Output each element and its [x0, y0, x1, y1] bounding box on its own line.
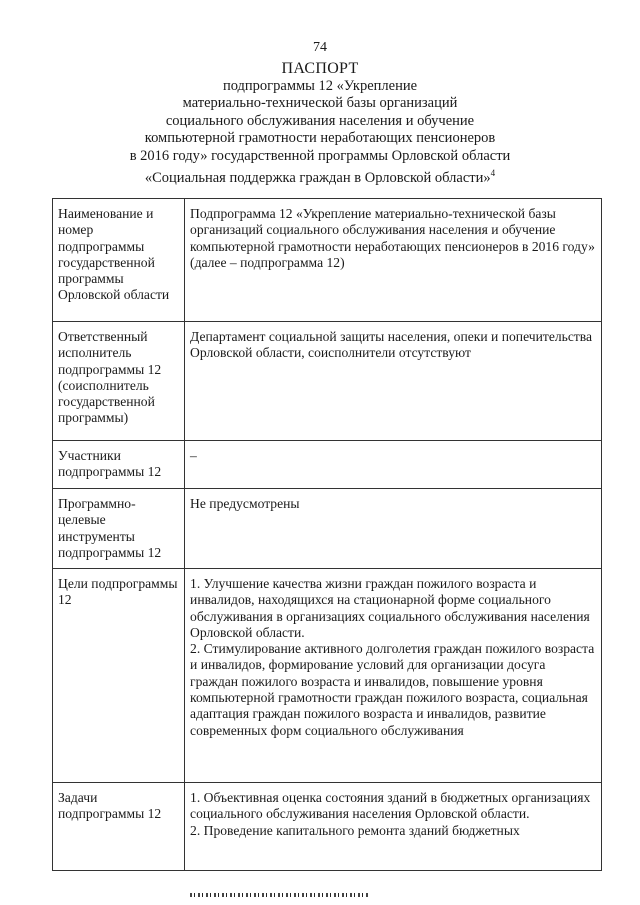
table-row: [53, 569, 602, 783]
value-paragraph: Не предусмотрены: [190, 496, 300, 511]
passport-table: [52, 198, 602, 871]
value-paragraph: 1. Объективная оценка состояния зданий в бюджетных организациях социального обслуживания населения Орловской области.: [190, 790, 591, 822]
table-row: [53, 783, 602, 871]
passport-header: [40, 60, 600, 187]
row-label: Цели подпрограммы 12: [53, 569, 185, 783]
subtitle-line: подпрограммы 12 «Укрепление: [222, 77, 418, 94]
footnote-mark: 4: [490, 168, 496, 178]
table-row: [53, 441, 602, 489]
value-paragraph: –: [190, 448, 197, 463]
row-label: Программно-целевые инструменты подпрограммы 12: [53, 489, 185, 569]
value-paragraph: Департамент социальной защиты населения, опеки и попечительства Орловской области, соисполнители отсутствуют: [190, 329, 593, 361]
table-row: [53, 489, 602, 569]
value-paragraph: Подпрограмма 12 «Укрепление материально-технической базы организаций социального обслуживания населения и обучение компьютерной грамотности неработающих пенсионеров в 2016 году» (далее – подпрограмма 12): [190, 206, 595, 270]
value-paragraph: 1. Улучшение качества жизни граждан пожилого возраста и инвалидов, находящихся на стационарной форме социального обслуживания в организациях социального обслуживания населения Орловской области.: [190, 576, 590, 640]
row-value: [185, 199, 602, 322]
subtitle-line: в 2016 году» государственной программы Орловской области: [129, 147, 511, 164]
document-title: ПАСПОРТ: [281, 60, 359, 77]
page-number: 74: [313, 40, 327, 55]
subtitle-line: компьютерной грамотности неработающих пенсионеров: [144, 130, 496, 146]
row-value: [185, 783, 602, 871]
row-value: [185, 569, 602, 783]
value-paragraph: 2. Стимулирование активного долголетия граждан пожилого возраста и инвалидов, формирование условий для организации досуга граждан пожилого возраста и инвалидов, повышение уровня компьютерной грамотности граждан пожилого возраста, социальная адаптация граждан пожилого возраста и инвалидов, развитие современных форм социального обслуживания: [190, 641, 595, 738]
row-label: Ответственный исполнитель подпрограммы 12 (соисполнитель государственной программы): [53, 322, 185, 441]
table-row: [53, 322, 602, 441]
row-label: Задачи подпрограммы 12: [53, 783, 185, 871]
row-value: [185, 441, 602, 489]
row-label: Участники подпрограммы 12: [53, 441, 185, 489]
row-value: [185, 322, 602, 441]
value-paragraph: 2. Проведение капитального ремонта зданий бюджетных: [190, 822, 520, 838]
scan-artifact: [190, 893, 370, 897]
subtitle-line: материально-технической базы организаций: [182, 95, 458, 111]
row-label: Наименование и номер подпрограммы государственной программы Орловской области: [53, 199, 185, 322]
row-value: [185, 489, 602, 569]
table-row: [53, 199, 602, 322]
subtitle-text: «Социальная поддержка граждан в Орловской области»: [144, 169, 491, 186]
subtitle-line: социального обслуживания населения и обучение: [165, 112, 475, 129]
subtitle-line: [40, 165, 600, 187]
